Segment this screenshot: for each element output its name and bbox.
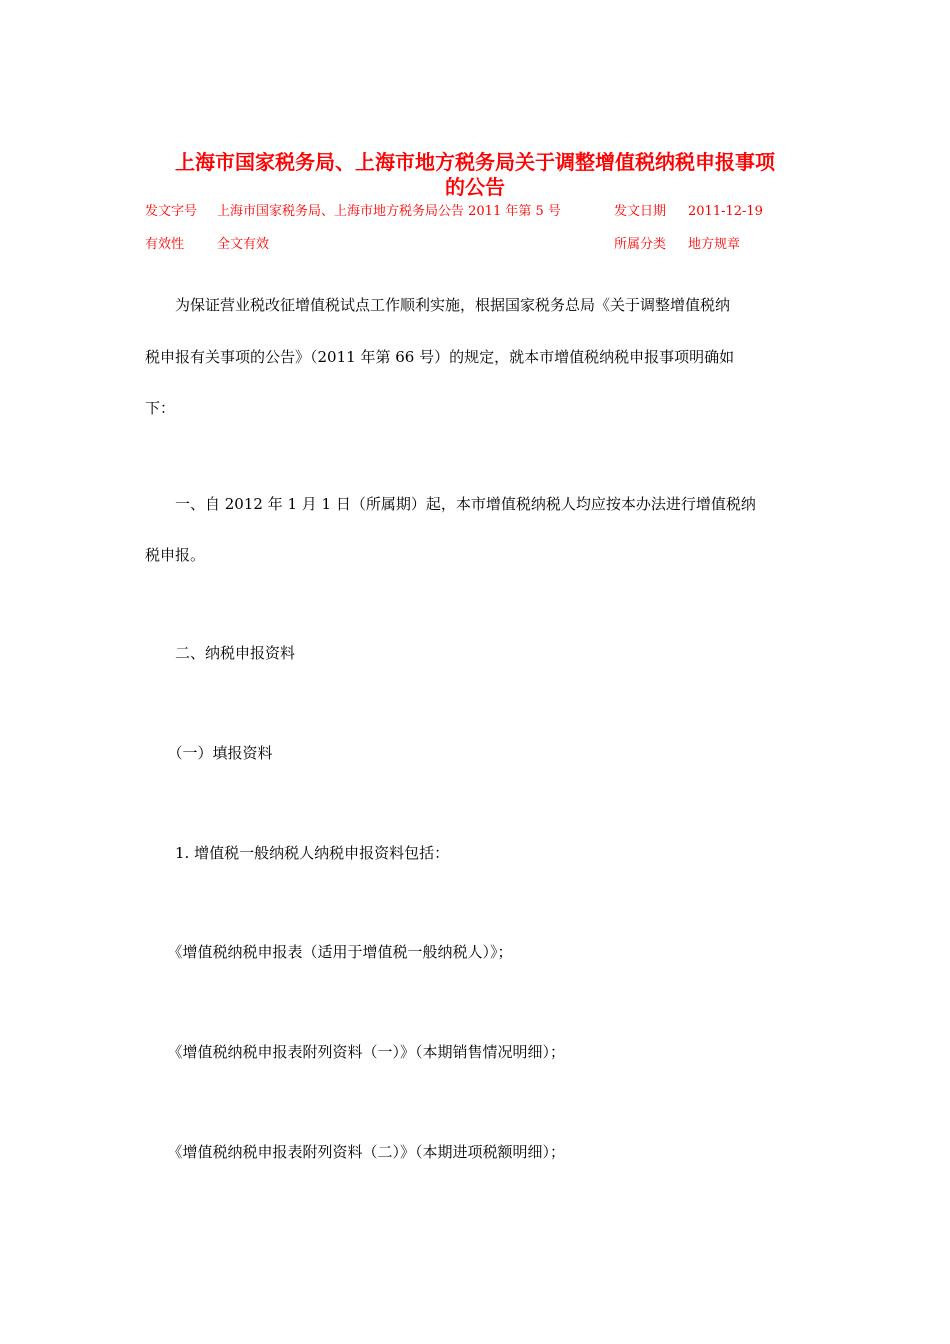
- item2-heading: 二、纳税申报资料: [145, 644, 296, 662]
- form-item-1: 《增值税纳税申报表（适用于增值税一般纳税人）》；: [145, 943, 513, 961]
- item2-point1: 1. 增值税一般纳税人纳税申报资料包括：: [145, 844, 450, 862]
- item1-paragraph-line2: 税申报。: [145, 546, 206, 564]
- category-value: 地方规章: [688, 237, 741, 252]
- doc-number-value: 上海市国家税务局、上海市地方税务局公告 2011 年第 5 号: [217, 204, 561, 219]
- category-label: 所属分类: [614, 237, 667, 252]
- intro-paragraph-line3: 下：: [145, 399, 176, 417]
- validity-label: 有效性: [145, 237, 185, 252]
- intro-paragraph-line1: 为保证营业税改征增值税试点工作顺利实施，根据国家税务总局《关于调整增值税纳: [145, 296, 731, 314]
- issue-date-label: 发文日期: [614, 204, 667, 219]
- form-item-3: 《增值税纳税申报表附列资料（二）》（本期进项税额明细）；: [145, 1143, 566, 1161]
- intro-paragraph-line2: 税申报有关事项的公告》（2011 年第 66 号）的规定，就本市增值税纳税申报事项明确如: [145, 348, 735, 366]
- item2-subheading: （一）填报资料: [145, 744, 273, 762]
- document-title-line2: 的公告: [445, 175, 505, 199]
- item1-paragraph-line1: 一、自 2012 年 1 月 1 日（所属期）起，本市增值税纳税人均应按本办法进行增值税纳: [145, 495, 756, 513]
- validity-value: 全文有效: [217, 237, 270, 252]
- doc-number-label: 发文字号: [145, 204, 198, 219]
- document-title-line1: 上海市国家税务局、上海市地方税务局关于调整增值税纳税申报事项: [175, 150, 775, 174]
- form-item-2: 《增值税纳税申报表附列资料（一）》（本期销售情况明细）；: [145, 1043, 566, 1061]
- issue-date-value: 2011-12-19: [688, 204, 763, 219]
